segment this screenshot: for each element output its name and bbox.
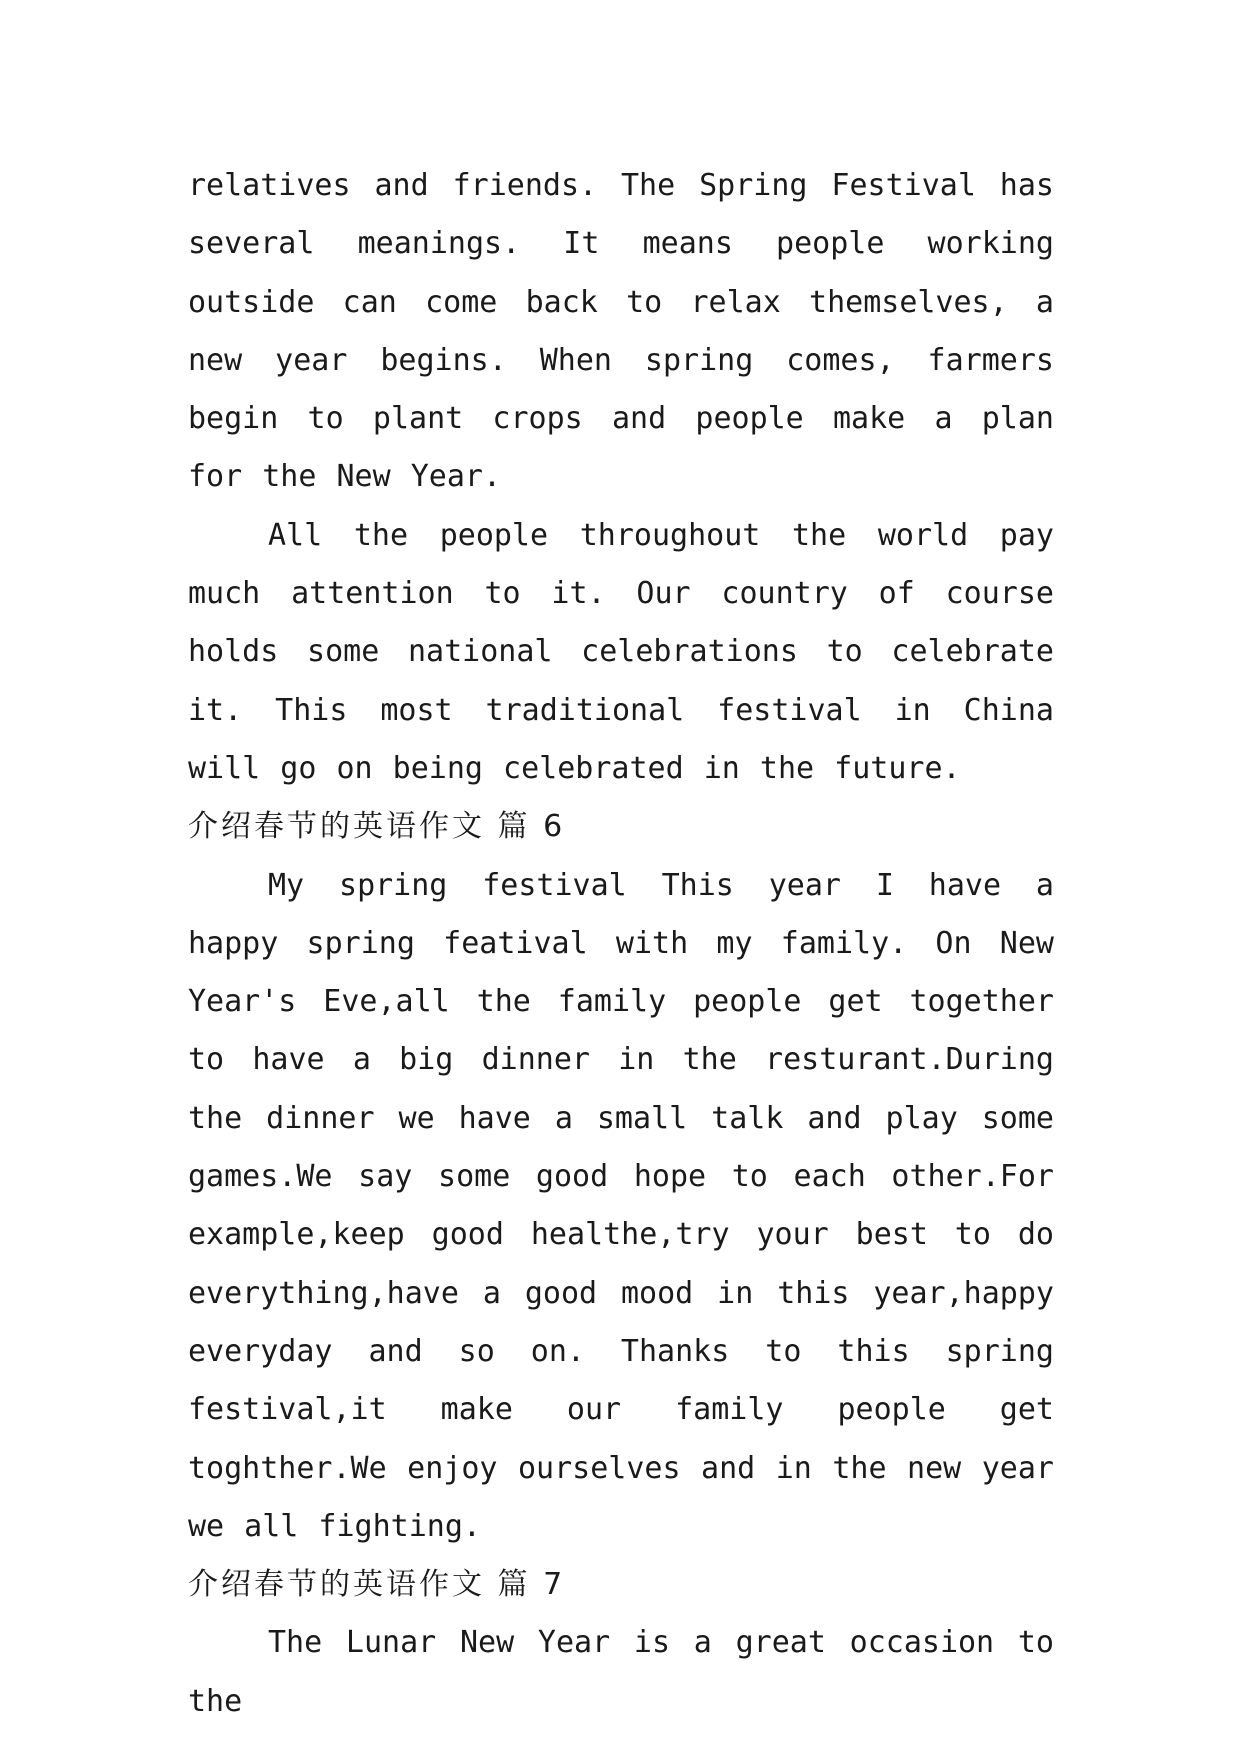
document-page	[188, 157, 1054, 1731]
paragraph-spring-festival-meanings: relatives and friends. The Spring Festival has several meanings. It means people working outside can come back to relax themselves, a new year begins. When spring comes, farmers begin to plant crops and people make a plan for the New Year.	[188, 168, 1054, 495]
essay-heading-7: 介绍春节的英语作文 篇 7	[188, 1567, 566, 1603]
paragraph-lunar-new-year: The Lunar New Year is a great occasion to the	[188, 1625, 1054, 1719]
essay-heading-6: 介绍春节的英语作文 篇 6	[188, 809, 566, 845]
paragraph-my-spring-festival: My spring festival This year I have a happy spring featival with my family. On New Year's Eve,all the family people get together to have a big dinner in the resturant.During the dinner we have a small talk and play some games.We say some good hope to each other.For example,keep good healthe,try your best to do everything,have a good mood in this year,happy everyday and so on. Thanks to this spring festival,it make our family people get toghther.We enjoy ourselves and in the new year we all fighting.	[188, 867, 1054, 1544]
paragraph-national-celebrations: All the people throughout the world pay much attention to it. Our country of course holds some national celebrations to celebrate it. This most traditional festival in China will go on being celebrated in the future.	[188, 517, 1054, 786]
